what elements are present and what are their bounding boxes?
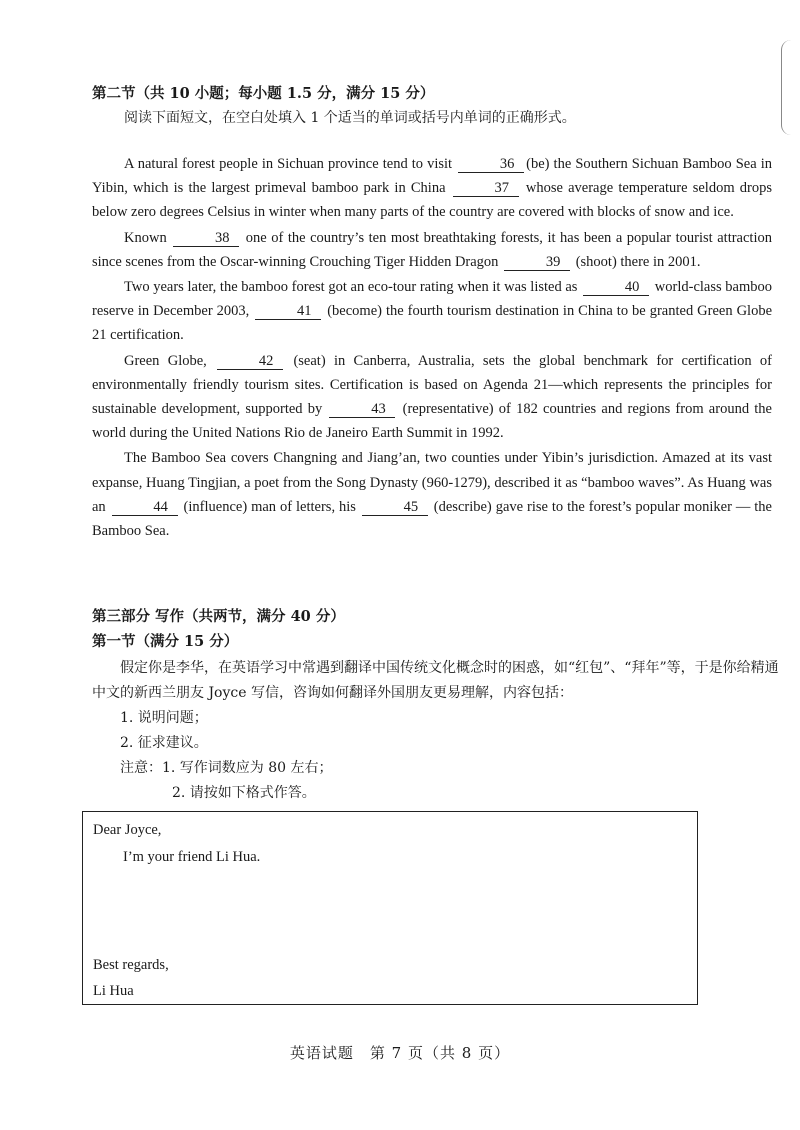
blank-44: 44 — [112, 500, 178, 516]
passage-paragraph-5: The Bamboo Sea covers Changning and Jiang’an, two counties under Yibin’s jurisdiction. Amazed at its vast expanse, Huang Tingjian, a poet from the Song Dynasty (960-1279), described it as “bamboo waves”. As Huang was an 44 (influence) man of letters, his 45 (describe) gave rise to the forest’s popular moniker — the Bamboo Sea. — [92, 450, 772, 540]
letter-answer-box — [82, 811, 698, 1005]
blank-40: 40 — [583, 280, 649, 296]
letter-signature: Li Hua — [93, 983, 134, 999]
blank-43: 43 — [329, 402, 395, 418]
task-note-1: 注意：1. 写作词数应为 80 左右； — [120, 760, 333, 776]
blank-38: 38 — [173, 231, 239, 247]
blank-42: 42 — [217, 354, 283, 370]
passage-paragraph-2: Known 38 one of the country’s ten most breathtaking forests, it has been a popular tourist attraction since scenes from the Oscar-winning Crouching Tiger Hidden Dragon 39 (shoot) there in 2001. — [92, 229, 772, 270]
page-footer: 英语试题 第 7 页（共 8 页） — [289, 1044, 511, 1062]
blank-37: 37 — [453, 181, 519, 197]
passage-paragraph-3: Two years later, the bamboo forest got an eco-tour rating when it was listed as 40 world-class bamboo reserve in December 2003, 41 (become) the fourth tourism destination in China to be granted Green Globe 21 certification. — [92, 279, 773, 344]
task-note-2: 2. 请按如下格式作答。 — [172, 785, 316, 801]
task-item-1: 1. 说明问题； — [120, 710, 208, 726]
letter-greeting: Dear Joyce, — [93, 822, 162, 838]
task-description: 假定你是李华，在英语学习中常遇到翻译中国传统文化概念时的困惑，如“红包”、“拜年”等，于是你给精通中文的新西兰朋友 Joyce 写信，咨询如何翻译外国朋友更易理解，内容包括： — [92, 660, 779, 701]
blank-41: 41 — [255, 304, 321, 320]
writing-task — [92, 656, 782, 806]
blank-39: 39 — [504, 255, 570, 271]
task-item-2: 2. 征求建议。 — [120, 735, 208, 751]
blank-36: 36 — [458, 157, 524, 173]
letter-opening: I’m your friend Li Hua. — [123, 849, 261, 865]
section2-title: 第二节（共 10 小题；每小题 1.5 分，满分 15 分） — [92, 85, 435, 102]
writing-section1-title: 第一节（满分 15 分） — [92, 633, 239, 650]
page-edge-mark — [781, 40, 794, 135]
blank-45: 45 — [362, 500, 428, 516]
passage-paragraph-1: A natural forest people in Sichuan province tend to visit 36 (be) the Southern Sichuan Bamboo Sea in Yibin, which is the largest primeval bamboo park in China 37 whose average temperature seldom drops below zero degrees Celsius in winter when many parts of the country are covered with blocks of snow and ice. — [92, 156, 772, 221]
passage-paragraph-4: Green Globe, 42 (seat) in Canberra, Australia, sets the global benchmark for certification of environmentally friendly tourism sites. Certification is based on Agenda 21—which represents the principles for sustainable development, supported by 43 (representative) of 182 countries and regions from around the world during the United Nations Rio de Janeiro Earth Summit in 1992. — [92, 352, 772, 442]
section2-instruction: 阅读下面短文，在空白处填入 1 个适当的单词或括号内单词的正确形式。 — [124, 110, 576, 126]
letter-closing: Best regards, — [93, 957, 169, 973]
cloze-passage — [92, 152, 772, 544]
part3-title: 第三部分 写作（共两节，满分 40 分） — [92, 608, 345, 625]
